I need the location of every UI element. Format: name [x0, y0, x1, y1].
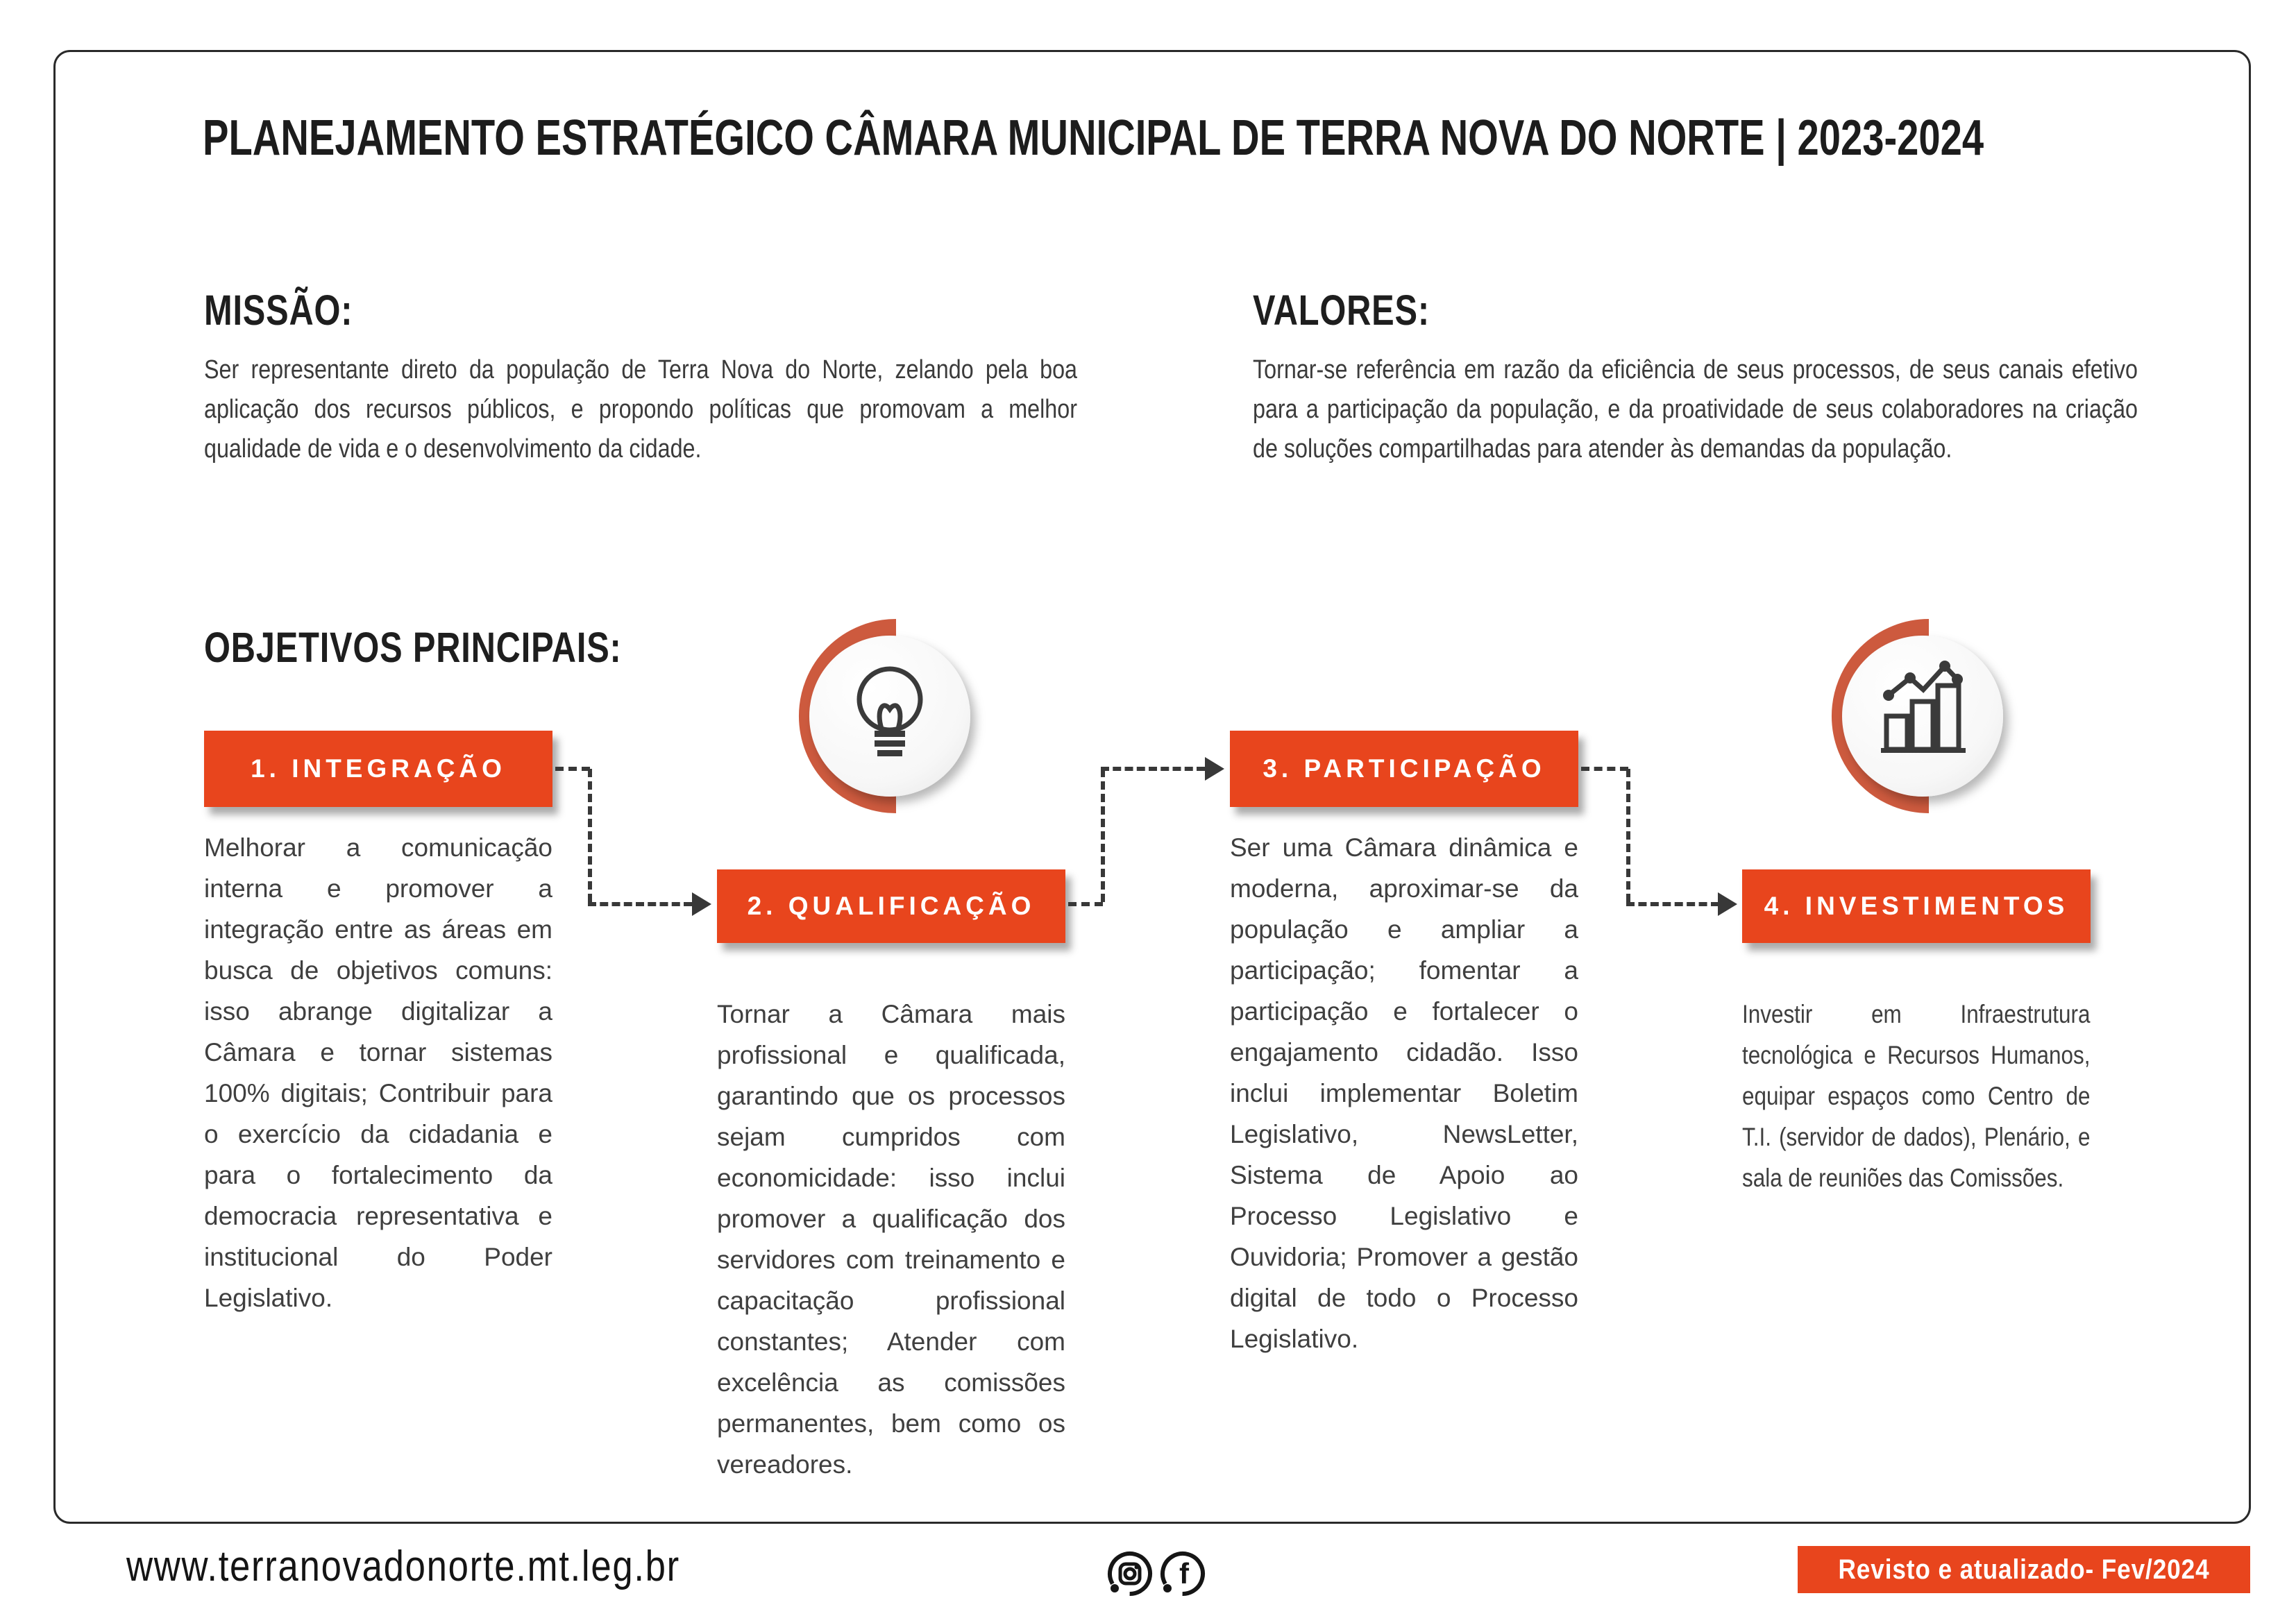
- mission-text: Ser representante direto da população de Terra Nova do Norte, zelando pela boa aplicação dos recursos públicos, e propondo políticas que promovam a melhor qualidade de vida e o desenvolvimento da cidade.: [204, 355, 1077, 464]
- website-url[interactable]: www.terranovadonorte.mt.leg.br: [126, 1543, 680, 1590]
- mission-heading: MISSÃO:: [204, 287, 353, 334]
- objective-text-participacao: Ser uma Câmara dinâmica e moderna, aproximar-se da população e ampliar a participação; fomentar a participação e fortalecer o engajamento cidadão. Isso inclui implementar Boletim Legislativo, NewsLetter, Sistema de Apoio ao Processo Legislativo e Ouvidoria; Promover a gestão digital de todo o Processo Legislativo.: [1230, 833, 1578, 1353]
- values-heading: VALORES:: [1253, 287, 1430, 334]
- connector-1-seg-b: [588, 769, 592, 902]
- connector-2-seg-c: [1101, 767, 1205, 771]
- connector-2-seg-a: [1068, 902, 1103, 906]
- white-circle: [1842, 636, 2003, 797]
- growth-circle-badge: [1812, 605, 2034, 827]
- connector-1-seg-a: [555, 767, 590, 771]
- connector-3-seg-a: [1581, 767, 1628, 771]
- connector-2-seg-b: [1101, 769, 1105, 902]
- revision-badge-label: Revisto e atualizado- Fev/2024: [1838, 1554, 2210, 1585]
- connector-2-arrowhead-icon: [1205, 757, 1224, 781]
- objective-box-participacao: [1230, 731, 1578, 807]
- facebook-icon[interactable]: [1159, 1550, 1206, 1597]
- objective-text-investimentos: Investir em Infraestrutura tecnológica e Recursos Humanos, equipar espaços como Centro de T.I. (servidor de dados), Plenário, e sala de reuniões das Comissões.: [1742, 1000, 2091, 1192]
- objective-text-qualificacao: Tornar a Câmara mais profissional e qualificada, garantindo que os processos sejam cumpridos com economicidade: isso inclui promover a qualificação dos servidores com treinamento e capacitação profissional constantes; Atender com excelência as comissões permanentes, bem como os vereadores.: [717, 1000, 1065, 1479]
- objective-label-2: 2. QUALIFICAÇÃO: [747, 892, 1036, 920]
- connector-1-seg-c: [588, 902, 692, 906]
- connector-3-seg-c: [1626, 902, 1719, 906]
- instagram-icon[interactable]: [1106, 1550, 1154, 1597]
- svg-text:f: f: [1179, 1557, 1189, 1590]
- connector-1-arrowhead-icon: [692, 892, 711, 916]
- objectives-heading: OBJETIVOS PRINCIPAIS:: [204, 624, 622, 671]
- objective-box-investimentos: [1742, 869, 2091, 943]
- objective-box-integracao: [204, 731, 552, 807]
- objective-label-1: 1. INTEGRAÇÃO: [251, 754, 506, 783]
- objective-box-qualificacao: [717, 869, 1065, 943]
- objective-label-3: 3. PARTICIPAÇÃO: [1263, 754, 1546, 783]
- idea-circle-badge: [779, 605, 1001, 827]
- values-text: Tornar-se referência em razão da eficiência de seus processos, de seus canais efetivo para a participação da população, e da proatividade de seus colaboradores na criação de soluções compartilhadas para atender às demandas da população.: [1253, 355, 2138, 464]
- connector-3-arrowhead-icon: [1718, 892, 1737, 916]
- white-circle: [809, 636, 970, 797]
- objective-text-integracao: Melhorar a comunicação interna e promover a integração entre as áreas em busca de objetivos comuns: isso abrange digitalizar a Câmara e tornar sistemas 100% digitais; Contribuir para o exercício da cidadania e para o fortalecimento da democracia representativa e institucional do Poder Legislativo.: [204, 833, 552, 1312]
- revision-badge: [1798, 1546, 2250, 1593]
- connector-3-seg-b: [1626, 769, 1630, 902]
- page-title: PLANEJAMENTO ESTRATÉGICO CÂMARA MUNICIPAL DE TERRA NOVA DO NORTE | 2023-2024: [203, 110, 1984, 166]
- objective-label-4: 4. INVESTIMENTOS: [1764, 892, 2069, 920]
